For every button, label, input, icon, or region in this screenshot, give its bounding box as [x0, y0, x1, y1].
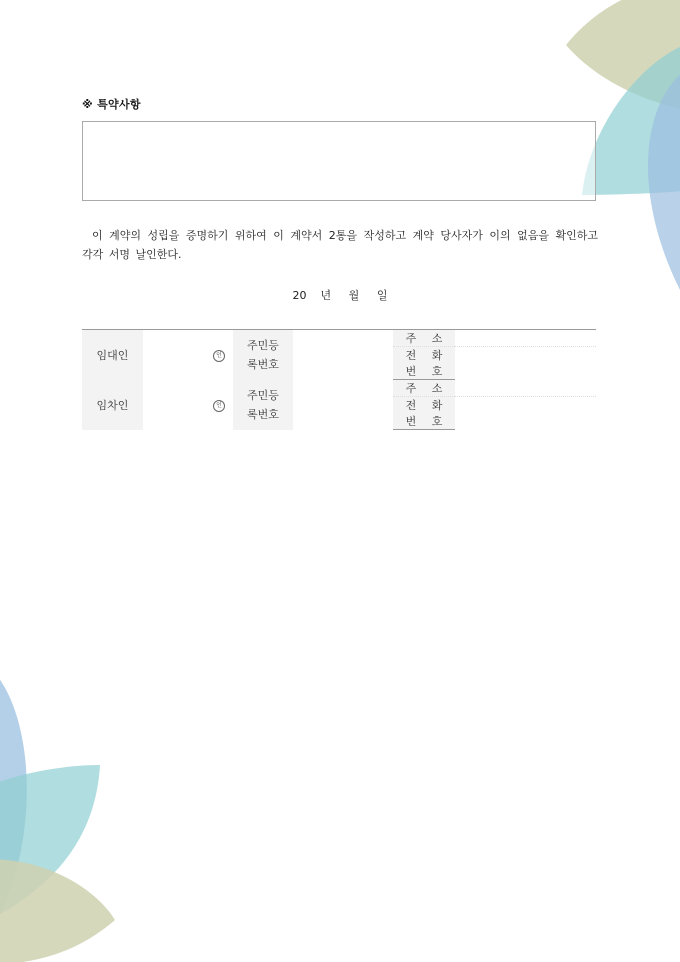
tenant-id-label	[233, 380, 293, 430]
landlord-row-1	[82, 330, 596, 347]
special-terms-title: ※ 특약사항	[82, 98, 141, 111]
landlord-phone-field[interactable]	[455, 347, 596, 380]
landlord-id-label-line2: 록번호	[247, 357, 279, 371]
tenant-phone-label-2: 번 호	[393, 413, 455, 430]
bottom-left-petals	[0, 660, 115, 962]
landlord-phone-label-2: 번 호	[393, 363, 455, 380]
date-line	[0, 287, 680, 303]
statement-text: 이 계약의 성립을 증명하기 위하여 이 계약서 2통을 작성하고 계약 당사자가 이의 없음을 확인하고 각각 서명 날인한다.	[82, 229, 598, 261]
special-terms-box[interactable]	[82, 121, 596, 201]
landlord-address-field[interactable]	[455, 330, 596, 347]
landlord-role-label: 임대인	[82, 330, 143, 380]
tenant-address-label: 주 소	[393, 380, 455, 397]
tenant-name-field[interactable]	[143, 380, 233, 430]
date-year-prefix: 20	[292, 289, 307, 302]
date-year-label: 년	[320, 289, 332, 302]
landlord-id-label	[233, 330, 293, 380]
landlord-name-field[interactable]	[143, 330, 233, 380]
tenant-id-label-line1: 주민등	[247, 388, 279, 402]
tenant-address-field[interactable]	[455, 380, 596, 397]
tenant-row-1	[82, 380, 596, 397]
tenant-id-label-line2: 록번호	[247, 407, 279, 421]
parties-table	[82, 329, 596, 430]
landlord-id-field[interactable]	[293, 330, 393, 380]
date-month-label: 월	[348, 289, 360, 302]
seal-icon: 인	[213, 400, 225, 412]
landlord-address-label: 주 소	[393, 330, 455, 347]
date-day-label: 일	[376, 289, 388, 302]
seal-icon: 인	[213, 350, 225, 362]
contract-statement	[82, 226, 598, 264]
landlord-phone-label-1: 전 화	[393, 347, 455, 364]
tenant-phone-field[interactable]	[455, 397, 596, 430]
tenant-role-label: 임차인	[82, 380, 143, 430]
tenant-phone-label-1: 전 화	[393, 397, 455, 414]
landlord-id-label-line1: 주민등	[247, 338, 279, 352]
tenant-id-field[interactable]	[293, 380, 393, 430]
